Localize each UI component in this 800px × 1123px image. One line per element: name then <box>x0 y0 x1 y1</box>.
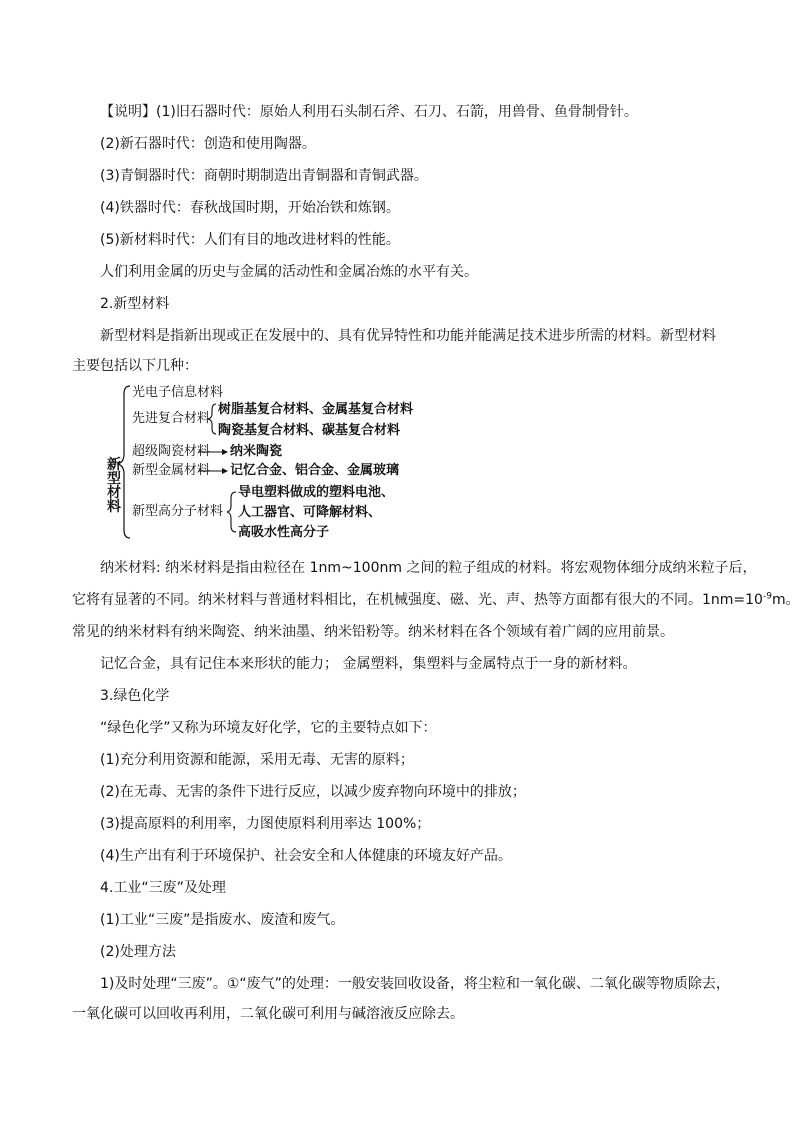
polymer-sub-1: 导电塑料做成的塑料电池、 <box>238 485 395 500</box>
ceramic-sub: 纳米陶瓷 <box>230 444 283 459</box>
explanation-line-5: (5)新材料时代：人们有目的地改进材料的性能。 <box>100 232 400 248</box>
category-composite: 先进复合材料 <box>132 411 211 426</box>
polymer-sub-2: 人工器官、可降解材料、 <box>238 505 382 520</box>
explanation-line-2: (2)新石器时代：创造和使用陶器。 <box>100 136 316 152</box>
section-heading-waste: 4.工业“三废”及处理 <box>100 880 226 896</box>
green-intro: “绿色化学”又称为环境友好化学，它的主要特点如下： <box>100 720 437 736</box>
section-heading-green-chemistry: 3.绿色化学 <box>100 688 170 704</box>
waste-point-2: (2)处理方法 <box>100 944 176 960</box>
nano-paragraph-1: 纳米材料: 纳米材料是指由粒径在 1nm~100nm 之间的粒子组成的材料。将宏观物体细分成纳米粒子后， <box>100 560 757 576</box>
waste-paragraph-2: 一氧化碳可以回收再利用，二氧化碳可利用与碱溶液反应除去。 <box>72 1006 464 1022</box>
green-point-2: (2)在无毒、无害的条件下进行反应，以减少废弃物向环境中的排放； <box>100 784 526 800</box>
explanation-line-4: (4)铁器时代：春秋战国时期，开始冶铁和炼钢。 <box>100 200 400 216</box>
memory-alloy-paragraph: 记忆合金，具有记住本来形状的能力； 金属塑料，集塑料与金属特点于一身的新材料。 <box>100 656 637 672</box>
section-heading-new-materials: 2.新型材料 <box>100 296 170 312</box>
nano-paragraph-2: 它将有显著的不同。纳米材料与普通材料相比，在机械强度、磁、光、声、热等方面都有很大的不同。$1nm=10^{-9}m$。 <box>72 591 800 608</box>
waste-paragraph-1: 1)及时处理“三废”。①“废气”的处理：一般安装回收设备，将尘粒和一氧化碳、二氧化碳等物质除去， <box>100 976 730 992</box>
category-ceramic: 超级陶瓷材料 <box>132 444 211 459</box>
explanation-summary: 人们利用金属的历史与金属的活动性和金属冶炼的水平有关。 <box>100 264 478 280</box>
paragraph-new-materials-1: 新型材料是指新出现或正在发展中的、具有优异特性和功能并能满足技术进步所需的材料。新型材料 <box>100 328 716 344</box>
green-point-3: (3)提高原料的利用率，力图使原料利用率达 100%； <box>100 816 431 832</box>
metal-sub: 记忆合金、铝合金、金属玻璃 <box>230 463 400 478</box>
composite-sub-1: 树脂基复合材料、金属基复合材料 <box>218 402 414 417</box>
polymer-sub-3: 高吸水性高分子 <box>238 525 330 540</box>
category-polymer: 新型高分子材料 <box>132 504 224 519</box>
category-opto: 光电子信息材料 <box>132 385 224 400</box>
waste-point-1: (1)工业“三废”是指废水、废渣和废气。 <box>100 912 345 928</box>
nano-paragraph-3: 常见的纳米材料有纳米陶瓷、纳米油墨、纳米铅粉等。纳米材料在各个领域有着广阔的应用前景。 <box>72 624 674 640</box>
new-materials-diagram <box>100 380 420 550</box>
diagram-root-label: 新 型 材 料 <box>107 457 121 515</box>
category-metal: 新型金属材料 <box>132 463 211 478</box>
explanation-line-3: (3)青铜器时代：商朝时期制造出青铜器和青铜武器。 <box>100 168 428 184</box>
paragraph-new-materials-2: 主要包括以下几种： <box>72 358 198 374</box>
explanation-line-1: 【说明】(1)旧石器时代：原始人利用石头制石斧、石刀、石箭，用兽骨、鱼骨制骨针。 <box>100 104 638 120</box>
green-point-4: (4)生产出有利于环境保护、社会安全和人体健康的环境友好产品。 <box>100 848 512 864</box>
green-point-1: (1)充分利用资源和能源，采用无毒、无害的原料； <box>100 752 414 768</box>
explanation-label: 【说明】 <box>100 104 156 120</box>
composite-sub-2: 陶瓷基复合材料、碳基复合材料 <box>218 423 401 438</box>
